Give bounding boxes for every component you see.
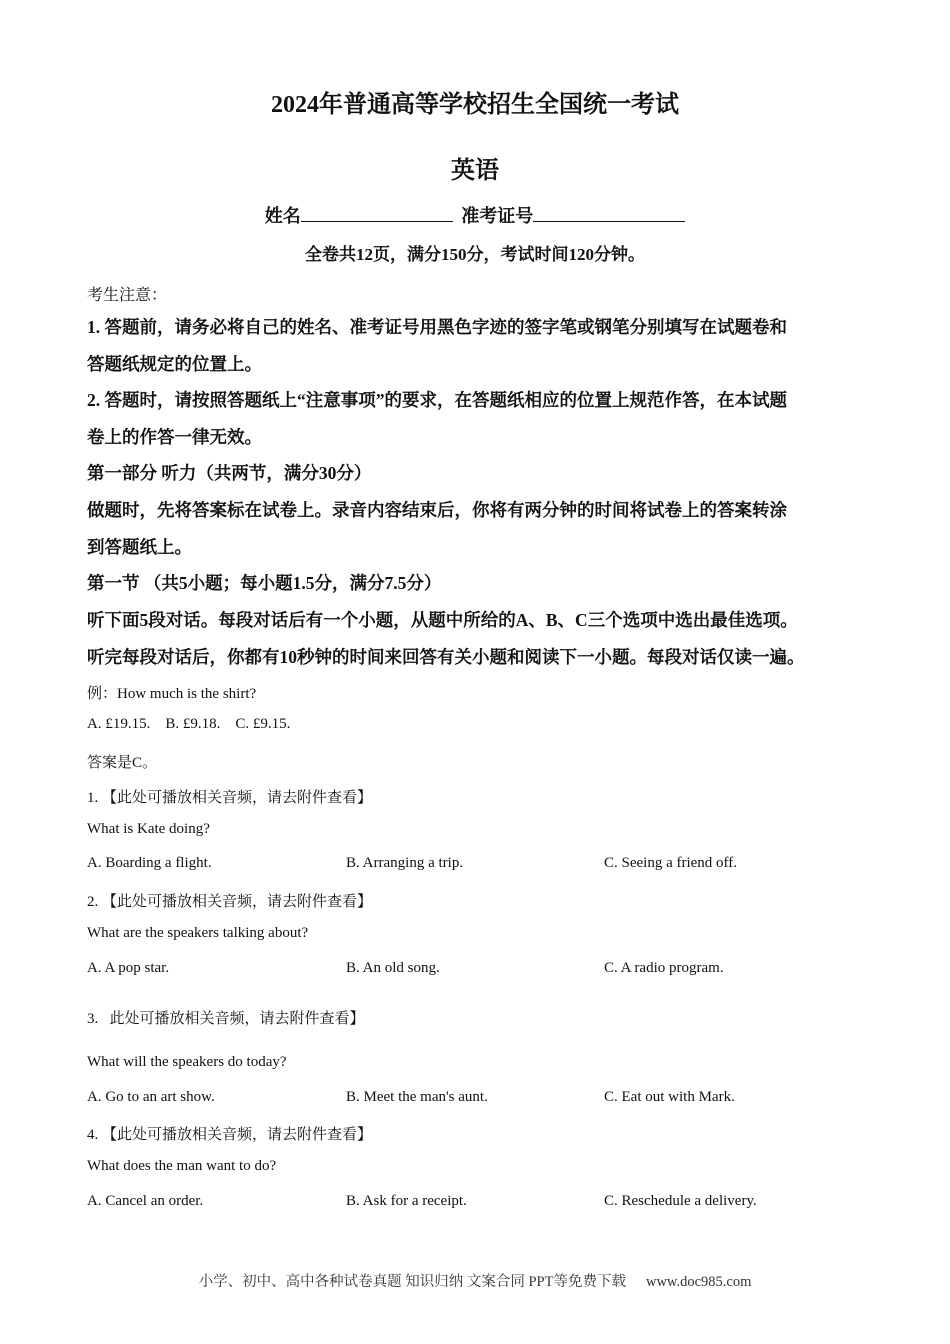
- question-2-audio[interactable]: 2. 【此处可播放相关音频，请去附件查看】: [87, 894, 373, 910]
- question-1-audio[interactable]: 1. 【此处可播放相关音频，请去附件查看】: [87, 790, 373, 806]
- question-2-option-c: C. A radio program.: [604, 960, 724, 976]
- example-options: A. £19.15. B. £9.18. C. £9.15.: [87, 716, 291, 732]
- part1-heading: 第一部分 听力（共两节，满分30分）: [87, 463, 372, 483]
- question-2-option-a: A. A pop star.: [87, 960, 170, 976]
- part1-instruction-line-2: 到答题纸上。: [87, 537, 192, 557]
- question-1-option-b: B. Arranging a trip.: [346, 855, 464, 871]
- question-4-option-a: A. Cancel an order.: [87, 1193, 204, 1209]
- id-label: 准考证号: [461, 206, 534, 226]
- note-1-line-1: 1. 答题前，请务必将自己的姓名、准考证号用黑色字迹的签字笔或钢笔分别填写在试题卷和: [87, 317, 787, 337]
- section1-heading: 第一节 （共5小题；每小题1.5分，满分7.5分）: [87, 573, 442, 593]
- section1-instruction-line-1: 听下面5段对话。每段对话后有一个小题，从题中所给的A、B、C三个选项中选出最佳选项。: [87, 610, 798, 630]
- note-2-line-2: 卷上的作答一律无效。: [87, 427, 262, 447]
- question-4-option-c: C. Reschedule a delivery.: [604, 1193, 757, 1209]
- exam-summary: 全卷共12页，满分150分，考试时间120分钟。: [305, 245, 645, 264]
- footer-link[interactable]: www.doc985.com: [645, 1274, 752, 1290]
- question-3-text: What will the speakers do today?: [87, 1054, 287, 1070]
- question-1-option-c: C. Seeing a friend off.: [604, 855, 738, 871]
- question-3-option-b: B. Meet the man's aunt.: [346, 1089, 488, 1105]
- question-1-option-a: A. Boarding a flight.: [87, 855, 212, 871]
- question-3-option-a: A. Go to an art show.: [87, 1089, 215, 1105]
- notes-heading: 考生注意：: [87, 287, 168, 304]
- part1-instruction-line-1: 做题时，先将答案标在试卷上。录音内容结束后，你将有两分钟的时间将试卷上的答案转涂: [87, 500, 787, 520]
- name-blank: [301, 203, 453, 222]
- subject-title: 英语: [451, 158, 499, 184]
- question-3-audio[interactable]: 3. 此处可播放相关音频，请去附件查看】: [87, 1011, 365, 1027]
- note-1-line-2: 答题纸规定的位置上。: [87, 354, 262, 374]
- question-4-audio[interactable]: 4. 【此处可播放相关音频，请去附件查看】: [87, 1127, 373, 1143]
- name-label: 姓名: [264, 206, 301, 226]
- example-answer: 答案是C。: [87, 755, 158, 771]
- section1-instruction-line-2: 听完每段对话后，你都有10秒钟的时间来回答有关小题和阅读下一小题。每段对话仅读一遍。: [87, 647, 805, 667]
- question-4-text: What does the man want to do?: [87, 1158, 277, 1174]
- id-blank: [533, 203, 685, 222]
- question-3-option-c: C. Eat out with Mark.: [604, 1089, 735, 1105]
- question-2-option-b: B. An old song.: [346, 960, 440, 976]
- exam-title: 2024年普通高等学校招生全国统一考试: [271, 92, 679, 118]
- example-question: 例：How much is the shirt?: [87, 686, 257, 702]
- question-4-option-b: B. Ask for a receipt.: [346, 1193, 467, 1209]
- question-2-text: What are the speakers talking about?: [87, 925, 309, 941]
- candidate-info-line: [0, 202, 950, 228]
- note-2-line-1: 2. 答题时，请按照答题纸上“注意事项”的要求，在答题纸相应的位置上规范作答，在本试题: [87, 390, 787, 410]
- question-1-text: What is Kate doing?: [87, 821, 210, 837]
- page-footer: [0, 1270, 950, 1291]
- footer-text: 小学、初中、高中各种试卷真题 知识归纳 文案合同 PPT等免费下载: [198, 1274, 626, 1290]
